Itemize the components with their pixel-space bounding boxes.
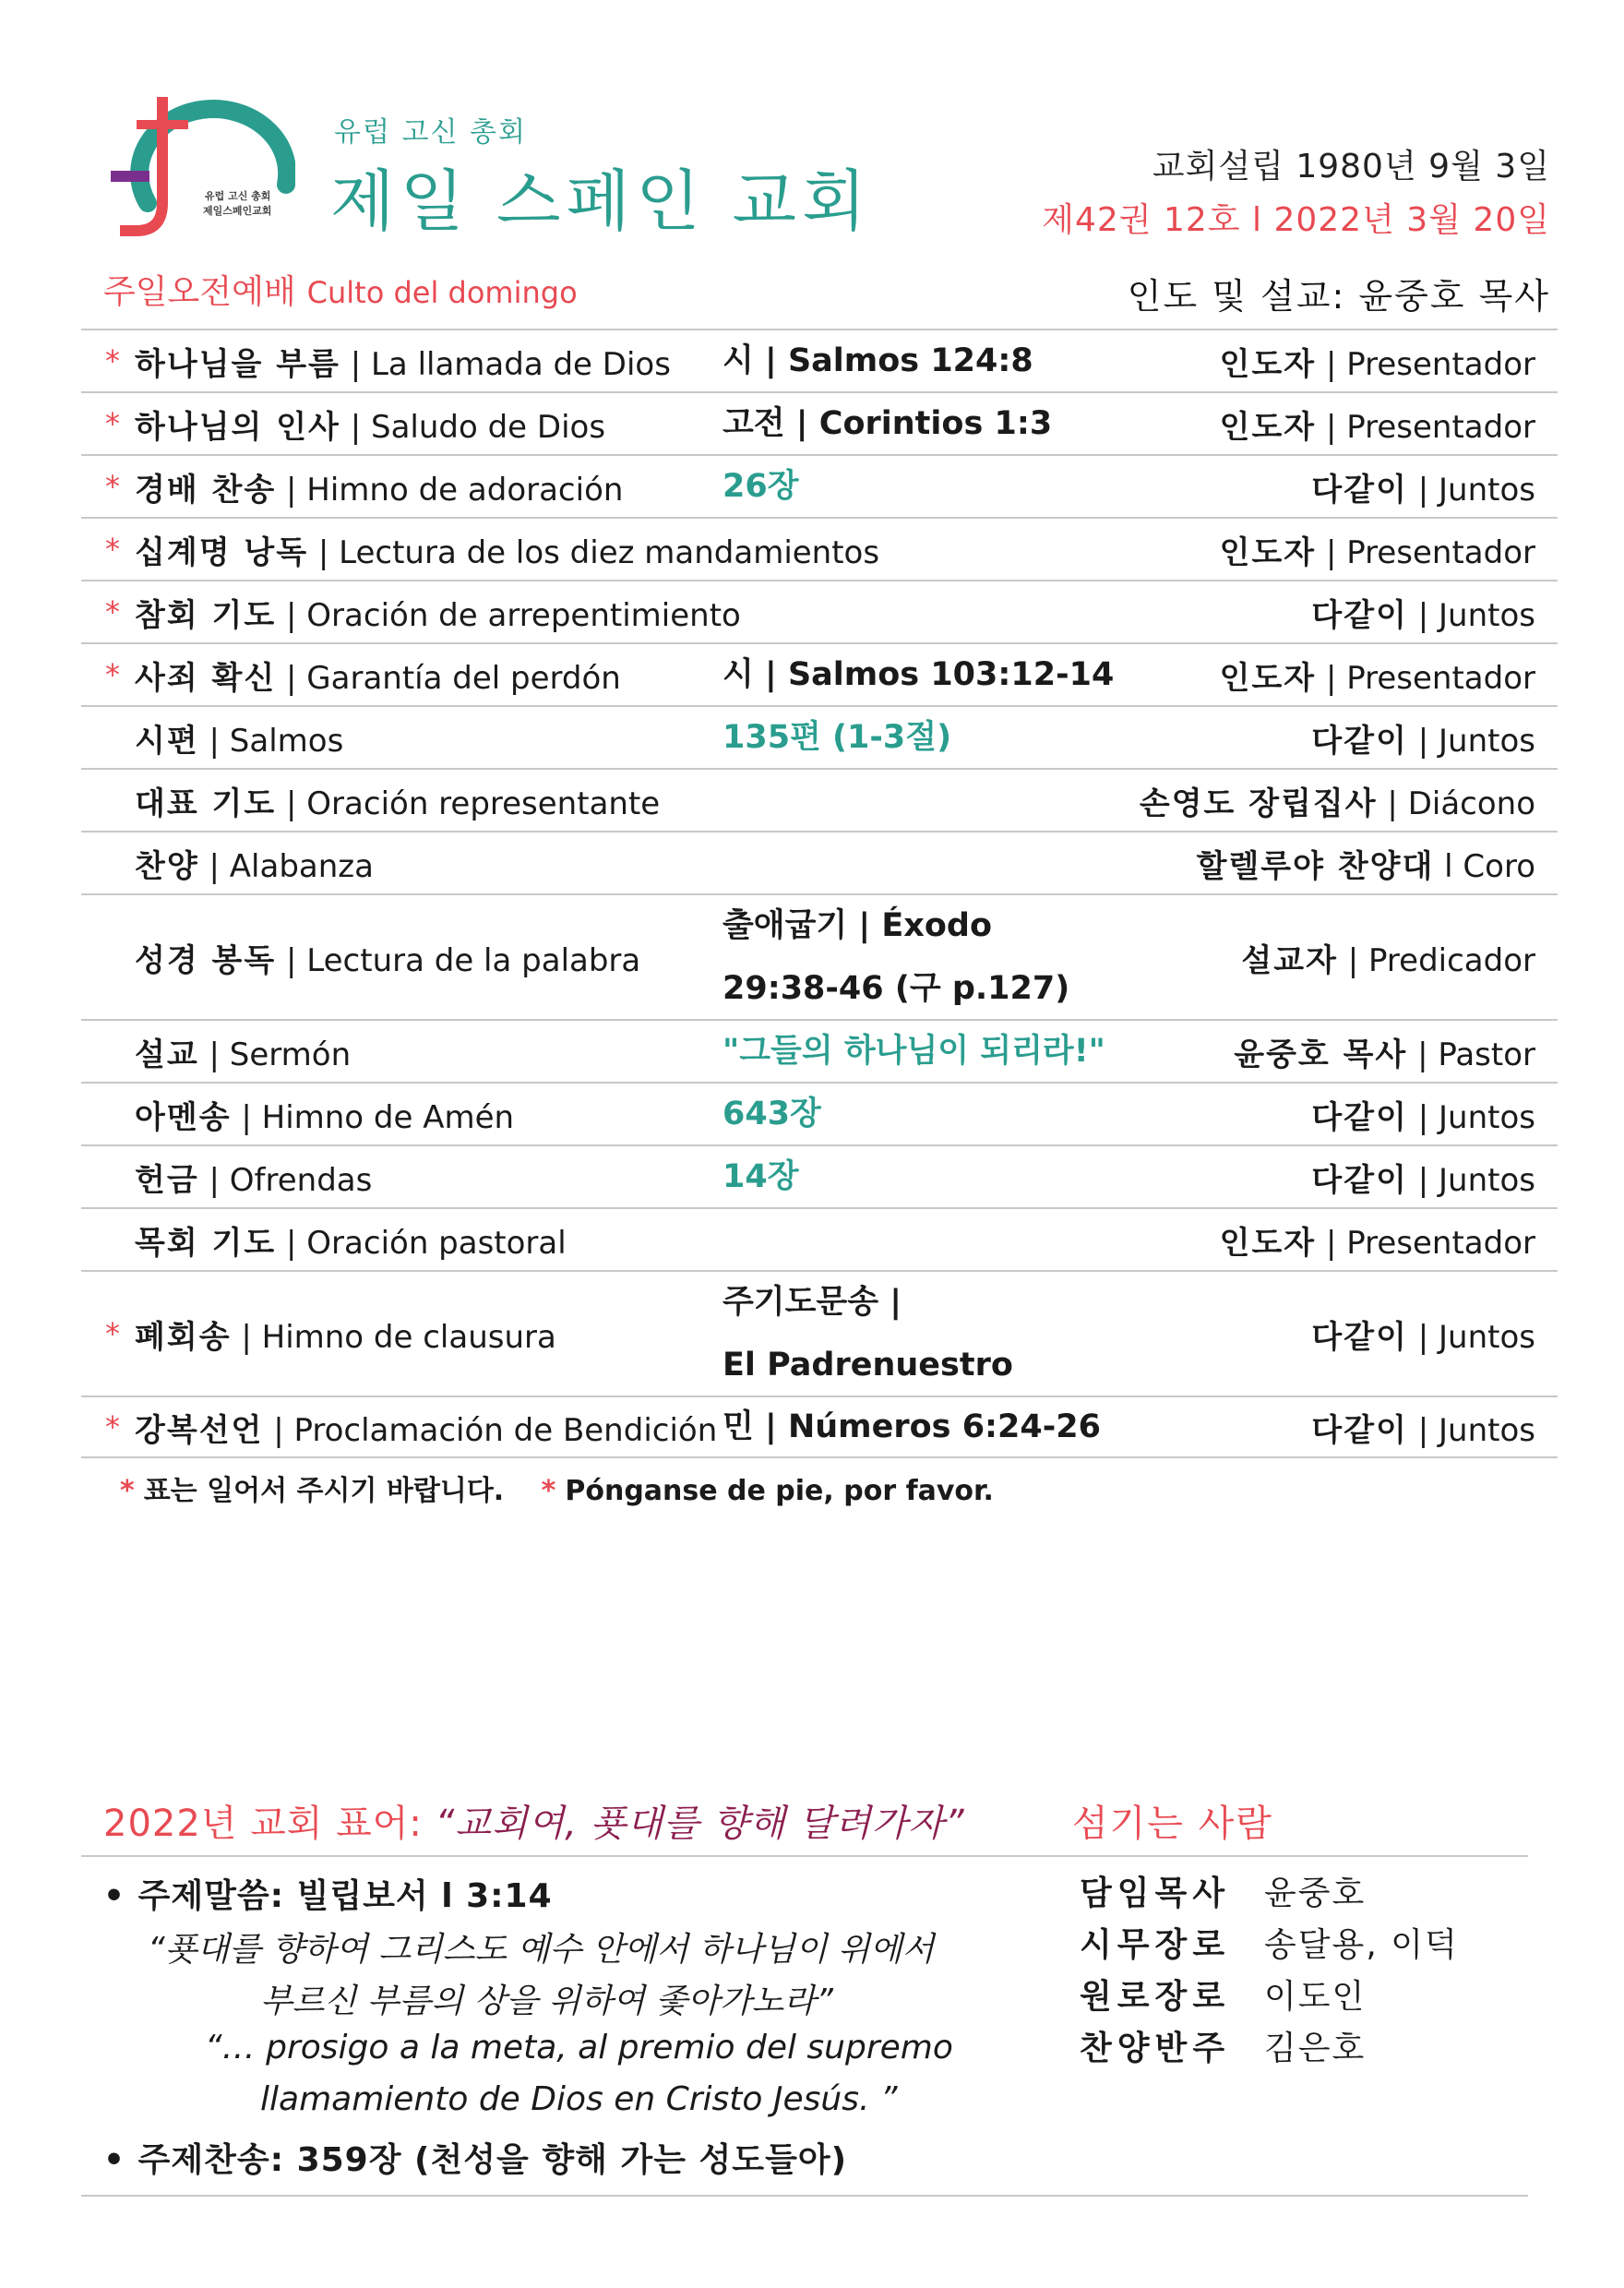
item-role-sep: | — [1316, 408, 1347, 446]
server-role: 시무장로 — [1080, 1925, 1231, 1964]
item-name — [135, 590, 741, 635]
item-role-ko: 인도자 — [1219, 1224, 1317, 1262]
item-reference-line1: 출애굽기 | Éxodo — [722, 907, 993, 944]
church-name: 제일 스페인 교회 — [330, 162, 872, 240]
item-role-es: Presentador — [1346, 533, 1535, 571]
item-name — [135, 1217, 567, 1263]
item-reference-line1: 주기도문송 | — [722, 1284, 902, 1321]
org-subtitle: 유럽 고신 총회 — [334, 116, 527, 149]
item-role — [1197, 841, 1535, 886]
item-role-ko: 할렐루야 찬양대 — [1196, 847, 1435, 885]
item-role-ko: 다같이 — [1311, 722, 1408, 760]
table-row — [81, 329, 1558, 391]
item-sep: | — [340, 408, 371, 446]
established-date: 교회설립 1980년 9월 3일 — [1152, 148, 1550, 186]
issue-info: 제42권 12호 l 2022년 3월 20일 — [1042, 201, 1550, 239]
item-name-ko: 하나님을 부름 — [135, 345, 340, 383]
item-role-sep: | — [1407, 1411, 1439, 1449]
logo-text-1: 유럽 고신 총회 — [205, 190, 271, 202]
table-row — [81, 391, 1558, 454]
item-reference — [722, 329, 1033, 392]
item-name — [135, 339, 671, 384]
item-role-es: Juntos — [1439, 1161, 1535, 1199]
item-name-es: Saludo de Dios — [370, 408, 606, 446]
standing-note — [120, 1467, 994, 1508]
item-name — [135, 653, 621, 698]
item-role — [1311, 715, 1535, 761]
server-role: 담임목사 — [1080, 1874, 1231, 1912]
service-leader: 인도 및 설교: 윤중호 목사 — [1127, 276, 1550, 317]
item-name-es: Alabanza — [229, 847, 374, 885]
item-reference-line1: 민 | Números 6:24-26 — [722, 1408, 1101, 1445]
item-reference — [722, 392, 1052, 455]
item-role-ko: 인도자 — [1219, 408, 1317, 446]
item-reference-line1: 643장 — [722, 1096, 821, 1132]
table-row — [81, 831, 1558, 893]
item-name — [135, 1405, 717, 1450]
standing-star: * — [105, 532, 120, 567]
standing-star: * — [105, 594, 120, 629]
table-row — [81, 768, 1558, 831]
item-role-ko: 다같이 — [1311, 596, 1408, 634]
server-row — [1080, 1864, 1459, 1916]
item-role-ko: 인도자 — [1219, 533, 1317, 571]
server-name: 이도인 — [1264, 1977, 1367, 2016]
table-row — [81, 1207, 1558, 1270]
item-role-es: Presentador — [1346, 1224, 1535, 1262]
item-role-es: Juntos — [1439, 1318, 1535, 1356]
item-role-ko: 다같이 — [1311, 1098, 1408, 1136]
item-reference-line2: 29:38-46 (구 p.127) — [722, 970, 1070, 1007]
item-sep: | — [198, 1161, 230, 1199]
server-role: 원로장로 — [1080, 1977, 1231, 2016]
item-name-ko: 시편 — [135, 722, 199, 760]
item-name-ko: 폐회송 — [135, 1318, 232, 1356]
item-name-ko: 경배 찬송 — [135, 471, 277, 509]
item-role-sep: | — [1407, 1318, 1439, 1356]
standing-star: * — [105, 343, 120, 378]
item-sep: | — [276, 596, 307, 634]
item-sep: | — [198, 847, 230, 885]
table-row — [81, 1270, 1558, 1396]
table-row — [81, 893, 1558, 1019]
item-sep: | — [276, 1224, 307, 1262]
logo-text-2: 제일스페인교회 — [203, 205, 272, 217]
table-row — [81, 642, 1558, 705]
item-name — [135, 935, 640, 980]
item-role — [1220, 1217, 1535, 1263]
servers-title: 섬기는 사람 — [1072, 1803, 1273, 1845]
item-role-sep: | — [1407, 722, 1439, 760]
item-sep: | — [231, 1318, 262, 1356]
church-motto — [103, 1794, 965, 1847]
item-sep: | — [276, 659, 307, 697]
motto-quote: “교회여, 푯대를 향해 달려가자” — [435, 1803, 965, 1845]
item-role-ko: 다같이 — [1311, 471, 1408, 509]
item-role-es: Coro — [1463, 847, 1535, 885]
standing-star: * — [105, 406, 120, 441]
item-name-es: Oración pastoral — [306, 1224, 567, 1262]
item-role-sep: | — [1407, 1161, 1439, 1199]
item-reference-line1: 26장 — [722, 468, 799, 505]
item-role — [1234, 1029, 1535, 1074]
server-name: 김은호 — [1264, 2029, 1367, 2067]
motto-prefix: 2022년 교회 표어: — [103, 1803, 436, 1845]
item-role-sep: | — [1316, 1224, 1347, 1262]
server-row — [1080, 2019, 1459, 2071]
verse-es-line1: “… prosigo a la meta, al premio del supremo — [205, 2029, 953, 2066]
item-sep: | — [198, 722, 230, 760]
item-reference — [722, 894, 1069, 1020]
item-reference-line1: 135편 (1-3절) — [722, 719, 952, 756]
item-name-ko: 하나님의 인사 — [135, 408, 340, 446]
item-role — [1140, 778, 1535, 823]
item-role-es: Juntos — [1439, 722, 1535, 760]
item-name-ko: 아멘송 — [135, 1098, 232, 1136]
item-role-sep: | — [1407, 1098, 1439, 1136]
item-name-es: Himno de adoración — [306, 471, 624, 509]
item-name-ko: 설교 — [135, 1036, 199, 1073]
church-logo — [111, 92, 295, 249]
item-role — [1311, 1312, 1535, 1357]
item-role — [1220, 401, 1535, 447]
item-reference-line1: 14장 — [722, 1158, 799, 1195]
note-star-1: * — [120, 1475, 135, 1507]
item-sep: | — [308, 533, 340, 571]
item-name-es: Sermón — [229, 1036, 352, 1073]
server-role: 찬양반주 — [1080, 2029, 1231, 2067]
item-reference-line2: El Padrenuestro — [722, 1347, 1013, 1384]
item-reference — [722, 455, 799, 518]
note-es: Pónganse de pie, por favor. — [565, 1475, 994, 1507]
item-role-ko: 다같이 — [1311, 1161, 1408, 1199]
table-row — [81, 705, 1558, 768]
standing-star: * — [105, 469, 120, 504]
item-role-sep: | — [1377, 785, 1408, 822]
item-name-es: Oración de arrepentimiento — [306, 596, 741, 634]
item-role — [1220, 339, 1535, 384]
servers-list — [1080, 1864, 1459, 2071]
item-reference-line1: 고전 | Corintios 1:3 — [722, 405, 1053, 442]
item-role-sep: | — [1316, 659, 1347, 697]
item-role — [1311, 1405, 1535, 1450]
standing-star: * — [105, 1316, 120, 1351]
item-name-es: Lectura de los diez mandamientos — [339, 533, 880, 571]
service-title — [103, 266, 578, 313]
table-row — [81, 580, 1558, 642]
item-name — [135, 1029, 351, 1074]
standing-star: * — [105, 657, 120, 692]
order-of-service-table — [81, 329, 1558, 1458]
item-role-es: Juntos — [1439, 596, 1535, 634]
item-sep: | — [276, 471, 307, 509]
item-role-sep: | — [1407, 1036, 1439, 1073]
note-ko: 표는 일어서 주시기 바랍니다. — [143, 1475, 505, 1507]
item-role-es: Presentador — [1346, 659, 1535, 697]
service-title-ko: 주일오전예배 — [103, 273, 296, 311]
item-reference — [722, 1396, 1101, 1458]
item-name-ko: 십계명 낭독 — [135, 533, 309, 571]
item-name-ko: 찬양 — [135, 847, 199, 885]
item-name — [135, 527, 879, 572]
item-name — [135, 841, 374, 886]
item-role-es: Presentador — [1346, 345, 1535, 383]
item-name-ko: 헌금 — [135, 1161, 199, 1199]
item-role — [1311, 1092, 1535, 1137]
item-name — [135, 464, 623, 509]
item-sep: | — [263, 1411, 294, 1449]
item-role-es: Presentador — [1346, 408, 1535, 446]
item-role-ko: 손영도 장립집사 — [1139, 785, 1378, 822]
item-role-es: Juntos — [1439, 471, 1535, 509]
item-reference — [722, 706, 951, 769]
item-sep: | — [231, 1098, 262, 1136]
item-role-ko: 인도자 — [1219, 659, 1317, 697]
divider — [81, 1855, 1528, 1857]
item-role — [1311, 590, 1535, 635]
item-name-es: La llamada de Dios — [370, 345, 671, 383]
item-name — [135, 1092, 514, 1137]
item-name-ko: 대표 기도 — [135, 785, 277, 822]
item-role-es: Juntos — [1439, 1411, 1535, 1449]
item-sep: | — [198, 1036, 230, 1073]
item-sep: | — [276, 941, 307, 979]
table-row — [81, 517, 1558, 580]
item-name — [135, 1155, 372, 1200]
item-reference — [722, 643, 1114, 706]
item-role-ko: 다같이 — [1311, 1411, 1408, 1449]
item-reference-line1: "그들의 하나님이 되리라!" — [722, 1033, 1105, 1070]
verse-ko-line1: “푯대를 향하여 그리스도 예수 안에서 하나님이 위에서 — [148, 1931, 935, 1969]
item-name-es: Ofrendas — [229, 1161, 373, 1199]
item-name-es: Himno de Amén — [261, 1098, 515, 1136]
item-role-es: Pastor — [1438, 1036, 1535, 1073]
item-role-ko: 다같이 — [1311, 1318, 1408, 1356]
item-role-ko: 설교자 — [1241, 941, 1338, 979]
item-name-es: Garantía del perdón — [306, 659, 621, 697]
item-reference — [722, 1271, 1013, 1396]
item-reference — [722, 1083, 821, 1145]
item-role-es: Juntos — [1439, 1098, 1535, 1136]
item-role-es: Diácono — [1407, 785, 1535, 822]
divider — [81, 2195, 1528, 2197]
item-name — [135, 715, 343, 761]
item-role-sep: | — [1407, 471, 1439, 509]
item-role-sep: | — [1337, 941, 1369, 979]
server-row — [1080, 1916, 1459, 1968]
item-name — [135, 778, 660, 823]
item-role — [1311, 1155, 1535, 1200]
table-row — [81, 1082, 1558, 1144]
theme-verse: • 주제말씀: 빌립보서 l 3:14 — [103, 1877, 553, 1915]
item-role — [1220, 653, 1535, 698]
table-row — [81, 1019, 1558, 1082]
item-reference-line1: 시 | Salmos 103:12-14 — [722, 656, 1115, 693]
item-name-es: Himno de clausura — [261, 1318, 556, 1356]
item-role-sep: | — [1407, 596, 1439, 634]
item-name-ko: 강복선언 — [135, 1411, 264, 1449]
item-role-sep: | — [1316, 533, 1347, 571]
standing-star: * — [105, 1409, 120, 1444]
table-row — [81, 1144, 1558, 1207]
item-role-es: Predicador — [1368, 941, 1535, 979]
item-name-es: Proclamación de Bendición — [293, 1411, 718, 1449]
item-reference — [722, 1145, 799, 1208]
item-name-es: Lectura de la palabra — [306, 941, 641, 979]
server-name: 송달용, 이덕 — [1264, 1925, 1459, 1964]
table-row — [81, 1396, 1558, 1458]
verse-ko-line2: 부르신 부름의 상을 위하여 좇아가노라” — [260, 1983, 833, 2020]
item-name-ko: 목회 기도 — [135, 1224, 277, 1262]
item-reference-line1: 시 | Salmos 124:8 — [722, 342, 1033, 379]
item-reference — [722, 1020, 1105, 1083]
item-sep: | — [340, 345, 371, 383]
item-role — [1311, 464, 1535, 509]
item-name-ko: 참회 기도 — [135, 596, 277, 634]
item-name-es: Oración representante — [306, 785, 661, 822]
service-title-es: Culto del domingo — [306, 275, 578, 310]
server-name: 윤중호 — [1264, 1874, 1367, 1912]
item-name-ko: 성경 봉독 — [135, 941, 277, 979]
item-sep: | — [276, 785, 307, 822]
item-role-sep: | — [1316, 345, 1347, 383]
verse-es-line2: llamamiento de Dios en Cristo Jesús. ” — [260, 2080, 898, 2118]
item-role-ko: 윤중호 목사 — [1234, 1036, 1408, 1073]
theme-hymn: • 주제찬송: 359장 (천성을 향해 가는 성도들아) — [103, 2141, 848, 2179]
item-role — [1220, 527, 1535, 572]
item-name-es: Salmos — [229, 722, 344, 760]
item-name-ko: 사죄 확신 — [135, 659, 277, 697]
item-name — [135, 1312, 556, 1357]
note-star-2: * — [541, 1475, 556, 1507]
server-row — [1080, 1968, 1459, 2019]
item-role — [1241, 935, 1535, 980]
item-name — [135, 401, 605, 447]
item-role-ko: 인도자 — [1219, 345, 1317, 383]
table-row — [81, 454, 1558, 517]
item-role-sep: l — [1434, 847, 1463, 885]
